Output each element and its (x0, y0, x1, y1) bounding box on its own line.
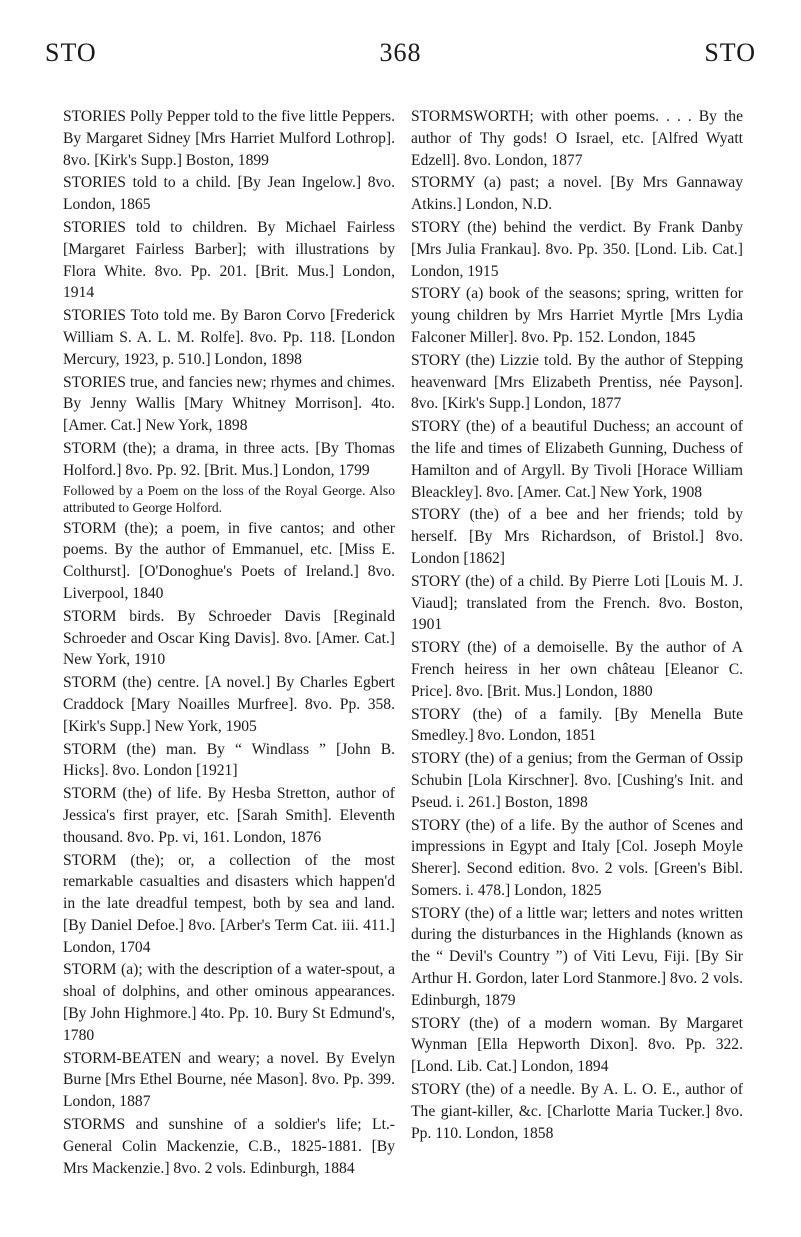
left-column (63, 106, 395, 1180)
catalog-entry: STORY (the) of a modern woman. By Margaret Wynman [Ella Hepworth Dixon]. 8vo. Pp. 322. [Lond. Lib. Cat.] London, 1894 (411, 1014, 743, 1076)
catalog-entry: STORM (the) of life. By Hesba Stretton, author of Jessica's first prayer, etc. [Sarah Smith]. Eleventh thousand. 8vo. Pp. vi, 161. London, 1876 (63, 785, 395, 846)
catalog-entry: STORIES true, and fancies new; rhymes and chimes. By Jenny Wallis [Mary Whitney Morrison]. 4to. [Amer. Cat.] New York, 1898 (63, 373, 395, 435)
catalog-entry: STORY (the) of a life. By the author of Scenes and impressions in Egypt and Italy [Col. Joseph Moyle Sherer]. Second edition. 8vo. 2 vols. [Green's Bibl. Somers. i. 478.] London, 1825 (411, 816, 743, 899)
catalog-entry: STORY (the) of a demoiselle. By the author of A French heiress in her own château [Eleanor C. Price]. 8vo. [Brit. Mus.] London, 1880 (411, 639, 743, 700)
right-column (411, 106, 743, 1145)
catalog-entry: STORM-BEATEN and weary; a novel. By Evelyn Burne [Mrs Ethel Bourne, née Mason]. 8vo. Pp. 399. London, 1887 (63, 1049, 395, 1111)
catalog-entry: STORMY (a) past; a novel. [By Mrs Gannaway Atkins.] London, N.D. (411, 174, 743, 214)
catalog-entry: STORM (a); with the description of a water-spout, a shoal of dolphins, and other ominous appearances. [By John Highmore.] 4to. Pp. 10. Bury St Edmund's, 1780 (63, 961, 395, 1044)
entry-note: Followed by a Poem on the loss of the Royal George. Also attributed to George Holford. (63, 482, 395, 516)
catalog-entry: STORMSWORTH; with other poems. . . . By the author of Thy gods! O Israel, etc. [Alfred Wyatt Edzell]. 8vo. London, 1877 (411, 108, 743, 169)
page-number: 368 (379, 38, 422, 67)
catalog-entry: STORY (the) Lizzie told. By the author of Stepping heavenward [Mrs Elizabeth Prentiss, née Payson]. 8vo. [Kirk's Supp.] London, 1877 (411, 351, 743, 413)
running-head-right: STO (704, 38, 756, 67)
catalog-entry: STORY (the) of a child. By Pierre Loti [Louis M. J. Viaud]; translated from the French. 8vo. Boston, 1901 (411, 572, 743, 634)
catalog-entry: STORM (the) centre. [A novel.] By Charles Egbert Craddock [Mary Noailles Murfree]. 8vo. Pp. 358. [Kirk's Supp.] New York, 1905 (63, 674, 395, 735)
catalog-entry: STORY (the) of a bee and her friends; told by herself. [By Mrs Richardson, of Bristol.] 8vo. London [1862] (411, 506, 743, 567)
catalog-entry: STORM (the) man. By “ Windlass ” [John B. Hicks]. 8vo. London [1921] (63, 740, 395, 780)
catalog-entry: STORIES told to a child. [By Jean Ingelow.] 8vo. London, 1865 (63, 174, 395, 214)
catalog-entry: STORY (the) of a needle. By A. L. O. E., author of The giant-killer, &c. [Charlotte Maria Tucker.] 8vo. Pp. 110. London, 1858 (411, 1081, 743, 1142)
catalog-entry: STORIES Toto told me. By Baron Corvo [Frederick William S. A. L. M. Rolfe]. 8vo. Pp. 118. [London Mercury, 1923, p. 510.] London, 1898 (63, 307, 395, 368)
catalog-entry: STORY (the) of a beautiful Duchess; an account of the life and times of Elizabeth Gunning, Duchess of Hamilton and of Argyll. By Tivoli [Horace William Bleackley]. 8vo. [Amer. Cat.] New York, 1908 (411, 418, 743, 501)
catalog-entry: STORM (the); a poem, in five cantos; and other poems. By the author of Emmanuel, etc. [Miss E. Colthurst]. [O'Donoghue's Poets of Ireland.] 8vo. Liverpool, 1840 (63, 519, 395, 602)
catalog-entry: STORIES Polly Pepper told to the five little Peppers. By Margaret Sidney [Mrs Harriet Mulford Lothrop]. 8vo. [Kirk's Supp.] Boston, 1899 (63, 108, 395, 169)
catalog-entry: STORIES told to children. By Michael Fairless [Margaret Fairless Barber]; with illustrations by Flora White. 8vo. Pp. 201. [Brit. Mus.] London, 1914 (63, 218, 395, 302)
catalog-entry: STORM birds. By Schroeder Davis [Reginald Schroeder and Oscar King Davis]. 8vo. [Amer. Cat.] New York, 1910 (63, 607, 395, 669)
catalog-entry: STORMS and sunshine of a soldier's life; Lt.-General Colin Mackenzie, C.B., 1825-1881. [By Mrs Mackenzie.] 8vo. 2 vols. Edinburgh, 1884 (63, 1116, 395, 1177)
catalog-entry: STORM (the); a drama, in three acts. [By Thomas Holford.] 8vo. Pp. 92. [Brit. Mus.] London, 1799 Followed by a Poem on the loss of the Royal George. Also attributed to George Holford. (63, 439, 395, 516)
catalog-entry: STORY (the) of a genius; from the German of Ossip Schubin [Lola Kirschner]. 8vo. [Cushing's Init. and Pseud. i. 261.] Boston, 1898 (411, 750, 743, 811)
catalog-entry: STORY (the) of a little war; letters and notes written during the disturbances in the Highlands (known as the “ Devil's Country ”) of Viti Levu, Fiji. [By Sir Arthur H. Gordon, later Lord Stanmore.] 8vo. 2 vols. Edinburgh, 1879 (411, 904, 743, 1009)
catalog-entry: STORY (a) book of the seasons; spring, written for young children by Mrs Harriet Myrtle [Mrs Lydia Falconer Miller]. 8vo. Pp. 152. London, 1845 (411, 285, 743, 346)
page-header (45, 38, 756, 74)
catalog-entry: STORY (the) behind the verdict. By Frank Danby [Mrs Julia Frankau]. 8vo. Pp. 350. [Lond. Lib. Cat.] London, 1915 (411, 218, 743, 280)
catalog-entry: STORY (the) of a family. [By Menella Bute Smedley.] 8vo. London, 1851 (411, 705, 743, 745)
catalog-entry: STORM (the); or, a collection of the most remarkable casualties and disasters which happen'd in the late dreadful tempest, both by sea and land. [By Daniel Defoe.] 8vo. [Arber's Term Cat. iii. 411.] London, 1704 (63, 851, 395, 956)
running-head-left: STO (45, 38, 97, 67)
